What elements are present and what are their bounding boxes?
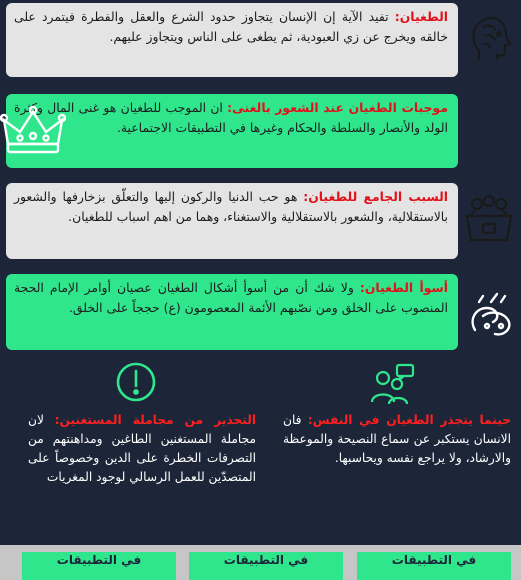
section-title: السبب الجامع للطغيان: bbox=[303, 189, 449, 204]
bottom-tab-1: في التطبيقات bbox=[357, 552, 511, 580]
calligraphy-icon bbox=[461, 282, 517, 338]
column-left bbox=[28, 411, 256, 487]
section-text: ان الموجب للطغيان هو غنى المال وكثرة الولد والأنصار والسلطة والحكام وغيرها في التطبيقات الاجتماعية. bbox=[14, 100, 448, 135]
section-text: ولا شك أن من أسوأ أشكال الطغيان عصيان أوامر الإمام الحجة المنصوب على الخلق ومن نصّبهم الأئمة المعصومون (ع) حججاً على الخلق. bbox=[14, 280, 448, 315]
exclamation-icon bbox=[115, 361, 157, 403]
bottom-tab-2: في التطبيقات bbox=[189, 552, 343, 580]
column-title: حينما يتجذر الطغيان في النفس: bbox=[307, 413, 511, 427]
section-card-4 bbox=[6, 274, 458, 350]
section-card-2 bbox=[6, 94, 458, 168]
section-title: أسوأ الطغيان: bbox=[359, 280, 448, 295]
section-title: موجبات الطغيان عند الشعور بالغنى: bbox=[227, 100, 448, 115]
column-text: فان الانسان يستكبر عن سماع النصيحة والموعظة والارشاد، ولا يراجع نفسه ويحاسبها. bbox=[283, 413, 511, 465]
section-text: تفيد الآية إن الإنسان يتجاوز حدود الشرع والعقل والفطرة فيتمرد على خالقه ويخرج عن زي العبودية، ثم يطغى على الناس ويتجاوز عليهم. bbox=[14, 9, 448, 44]
section-title: الطغيان: bbox=[394, 9, 448, 24]
bottom-tab-3: في التطبيقات bbox=[22, 552, 176, 580]
person-head-icon bbox=[461, 10, 517, 66]
crown-icon bbox=[0, 104, 66, 160]
section-text: هو حب الدنيا والركون إليها والتعلّق بزخارفها والشعور بالاستقلالية، والشعور بالاستقلالية والاستغناء، وهما من اهم اسباب للطغيان. bbox=[14, 189, 448, 224]
column-title: التحذير من مجاملة المستغنين: bbox=[54, 413, 256, 427]
people-chat-icon bbox=[369, 362, 415, 408]
basket-icon bbox=[461, 192, 517, 248]
column-right bbox=[283, 411, 511, 468]
section-card-1 bbox=[6, 3, 458, 77]
column-text: لان مجاملة المستغنين الطاغين ومداهنتهم من التصرفات الخطرة على الدين وخصوصاً على المتصدّين للعمل الرسالي لوجود المغريات bbox=[28, 413, 256, 484]
section-card-3 bbox=[6, 183, 458, 259]
